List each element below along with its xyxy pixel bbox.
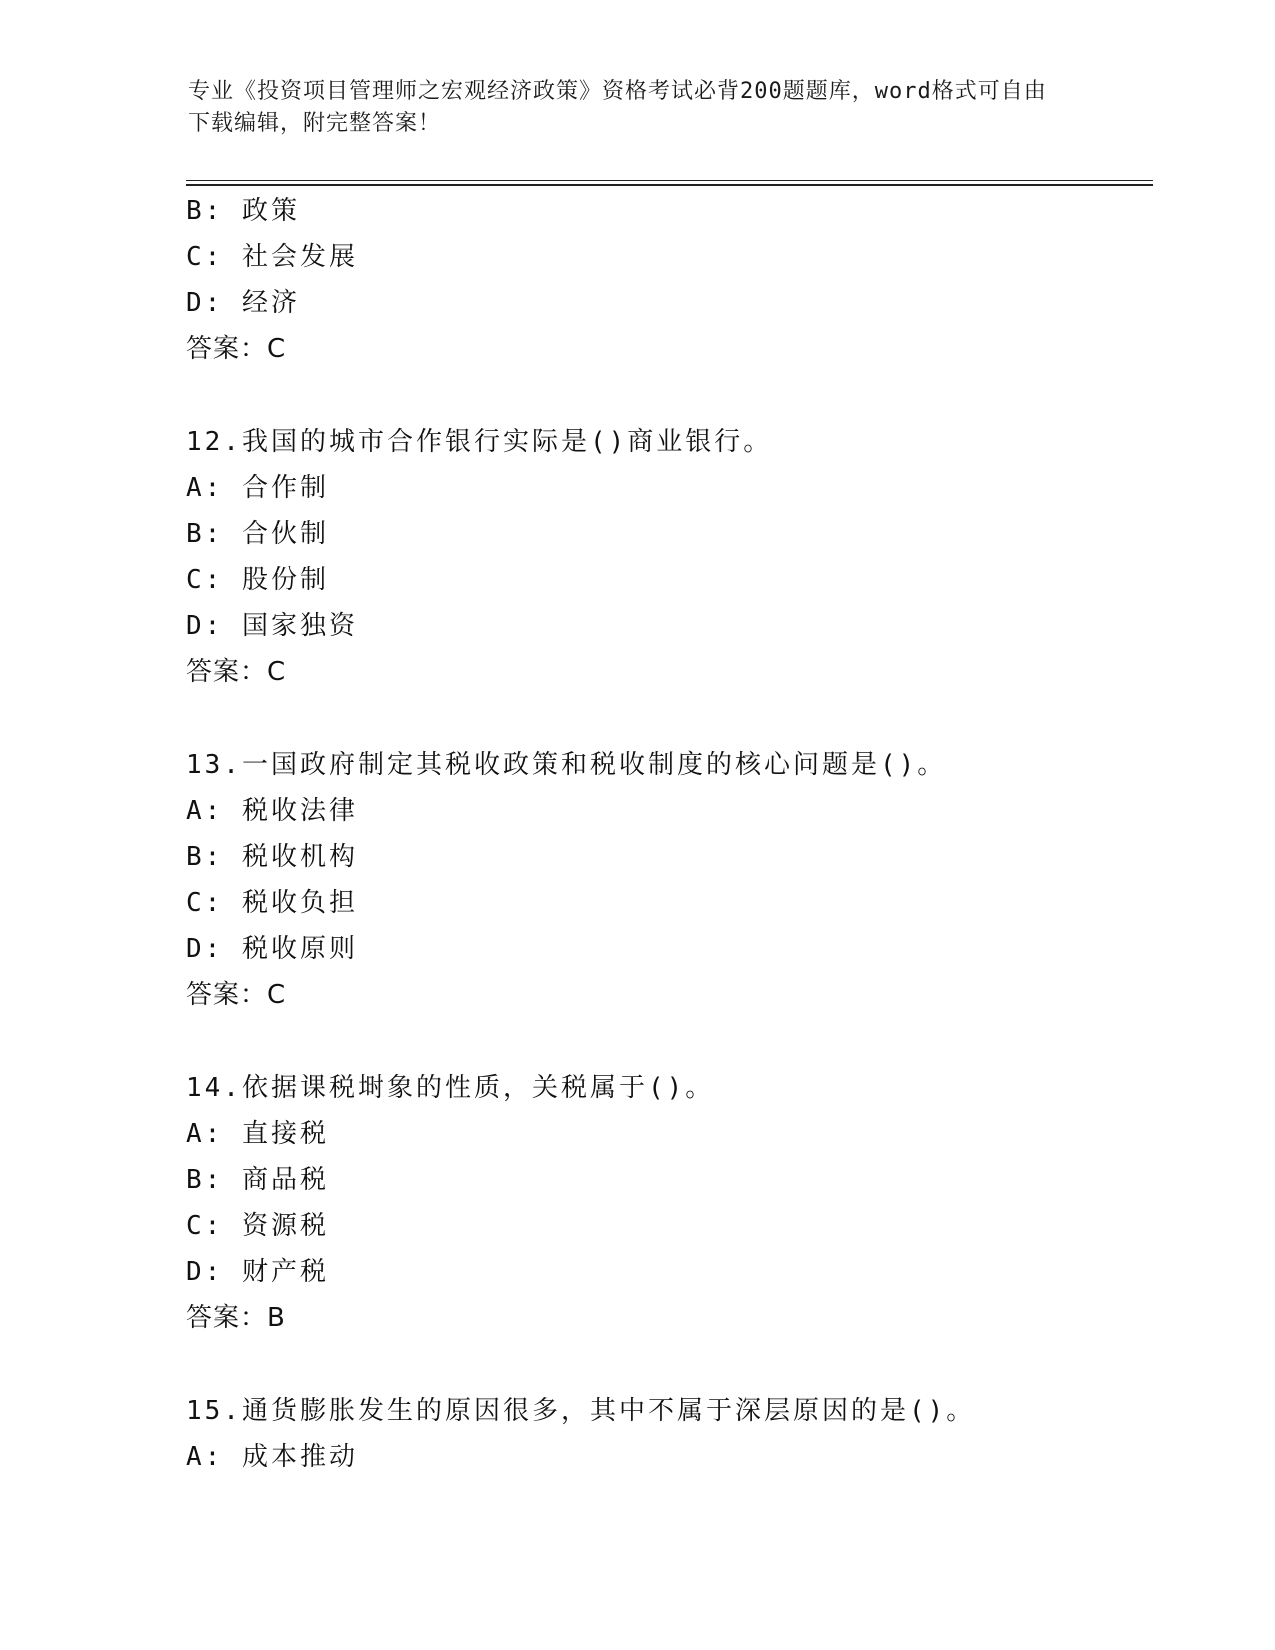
option-a: A: 直接税 (186, 1119, 329, 1149)
option-c: C: 社会发展 (186, 242, 358, 272)
option-d: D: 经济 (186, 288, 300, 318)
question-text: 13.一国政府制定其税收政策和税收制度的核心问题是()。 (186, 750, 947, 780)
option-d: D: 国家独资 (186, 611, 358, 641)
option-b: B: 政策 (186, 196, 300, 226)
option-a: A: 成本推动 (186, 1442, 358, 1472)
question-list (186, 188, 1146, 1480)
answer-line: 答案：C (186, 980, 287, 1010)
question-block (186, 188, 1146, 372)
option-b: B: 合伙制 (186, 519, 329, 549)
option-d: D: 税收原则 (186, 934, 358, 964)
option-a: A: 合作制 (186, 473, 329, 503)
question-block (186, 1388, 1146, 1480)
option-c: C: 股份制 (186, 565, 329, 595)
option-c: C: 资源税 (186, 1211, 329, 1241)
question-text: 15.通货膨胀发生的原因很多，其中不属于深层原因的是()。 (186, 1396, 976, 1426)
option-d: D: 财产税 (186, 1257, 329, 1287)
question-text: 12.我国的城市合作银行实际是()商业银行。 (186, 427, 773, 457)
header-rule-bottom (186, 184, 1153, 186)
question-block (186, 1065, 1146, 1341)
question-block (186, 419, 1146, 695)
answer-line: 答案：C (186, 657, 287, 687)
header-rule-top (186, 180, 1153, 181)
option-b: B: 税收机构 (186, 842, 358, 872)
answer-line: 答案：B (186, 1303, 286, 1333)
question-block (186, 742, 1146, 1018)
answer-line: 答案：C (186, 334, 287, 364)
document-header: 专业《投资项目管理师之宏观经济政策》资格考试必背200题题库，word格式可自由下载编辑，附完整答案！ (188, 79, 1047, 136)
option-a: A: 税收法律 (186, 796, 358, 826)
question-text: 14.依据课税埘象的性质，关税属于()。 (186, 1073, 715, 1103)
option-c: C: 税收负担 (186, 888, 358, 918)
option-b: B: 商品税 (186, 1165, 329, 1195)
